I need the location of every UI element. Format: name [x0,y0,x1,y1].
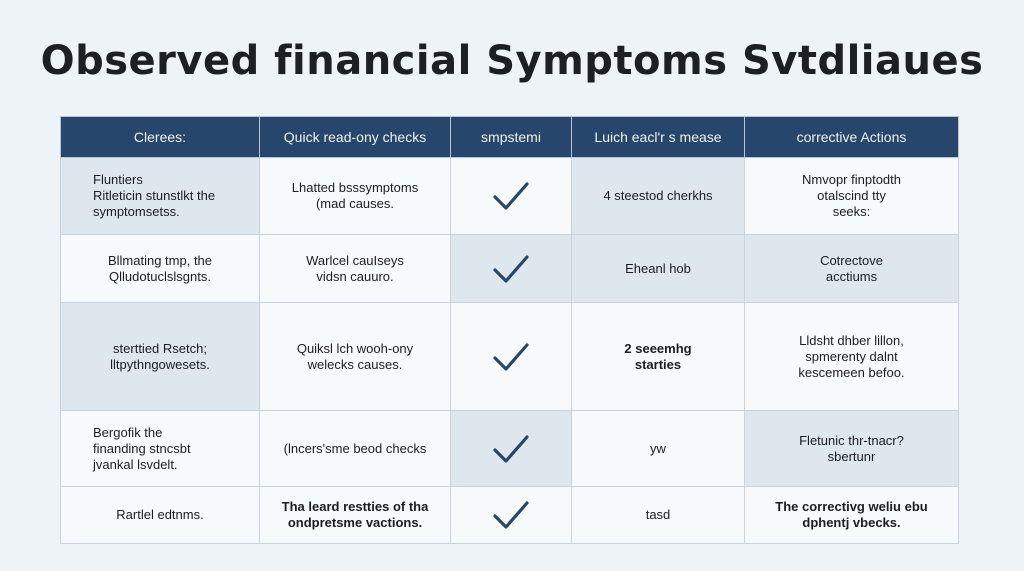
checkmark-icon [461,180,561,212]
table-row [61,303,959,411]
column-header: Quick read-ony checks [260,117,451,158]
header-row [61,117,959,158]
checkmark-icon [461,499,561,531]
table-cell: Bllmating tmp, the Qlludotuclslsgnts. [61,235,260,303]
table-cell [451,235,572,303]
table-row [61,487,959,544]
table-cell: Tha leard restties of tha ondpretsme vactions. [260,487,451,544]
table-cell: sterttied Rsetch; lltpythngowesets. [61,303,260,411]
table-cell: (lncers'sme beod checks [260,411,451,487]
table-cell: Lhatted bsssymptoms (mad causes. [260,158,451,235]
page-title: Observed financial Symptoms Svtdliaues [40,38,984,84]
table-row [61,158,959,235]
table-cell: tasd [572,487,745,544]
checkmark-icon [461,433,561,465]
table-cell: The correctivg weliu ebu dphentj vbecks. [745,487,959,544]
table-cell [451,487,572,544]
table-cell: Rartlel edtnms. [61,487,260,544]
table-cell: 4 steestod cherkhs [572,158,745,235]
table-row [61,235,959,303]
column-header: smpstemi [451,117,572,158]
table-cell: Bergofik the finanding stncsbt jvankal lsvdelt. [61,411,260,487]
column-header: Clerees: [61,117,260,158]
table-cell: Cotrectove acctiums [745,235,959,303]
table-cell [451,158,572,235]
column-header: Luich eacl'r s mease [572,117,745,158]
table-cell: Eheanl hob [572,235,745,303]
table-cell [451,303,572,411]
table-cell: 2 seeemhg starties [572,303,745,411]
column-header: corrective Actions [745,117,959,158]
table-cell: Fletunic thr-tnacr? sbertunr [745,411,959,487]
table-cell: Nmvopr finptodth otalscind tty seeks: [745,158,959,235]
table-cell: Warlcel cauIseys vidsn cauuro. [260,235,451,303]
table-cell: Quiksl lch wooh-ony welecks causes. [260,303,451,411]
symptoms-table [60,116,959,544]
table-cell: Fluntiers Ritleticin stunstlkt the symptomsetss. [61,158,260,235]
table-cell: Lldsht dhber lillon, spmerenty dalnt kescemeen befoo. [745,303,959,411]
checkmark-icon [461,253,561,285]
table-row [61,411,959,487]
table-cell [451,411,572,487]
checkmark-icon [461,341,561,373]
table-cell: yw [572,411,745,487]
